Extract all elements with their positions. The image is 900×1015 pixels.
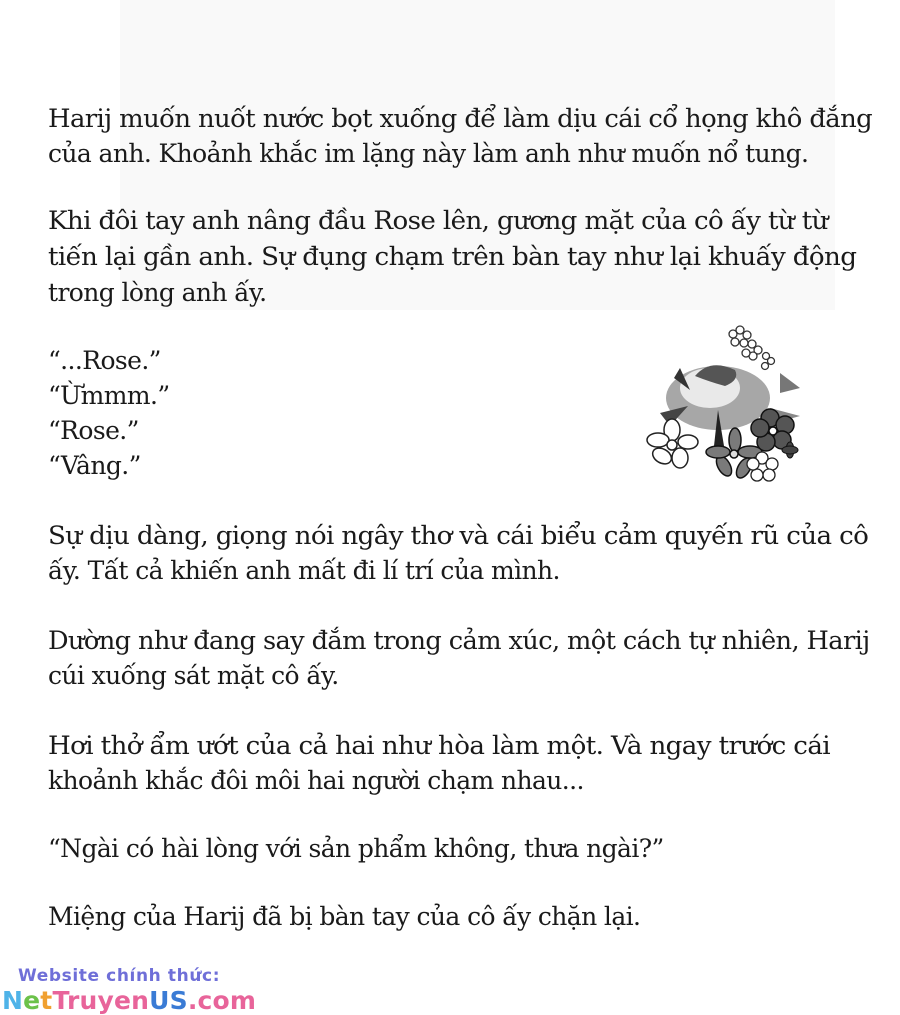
dialogue-line: “Ừmmm.” (48, 381, 170, 410)
dialogue-line: “Vâng.” (48, 451, 141, 480)
site-part: .com (187, 986, 257, 1015)
site-part: t (40, 986, 53, 1015)
story-line: tiến lại gần anh. Sự đụng chạm trên bàn tay như lại khuấy động (48, 242, 857, 271)
site-part: Truyen (52, 986, 150, 1015)
story-line: Khi đôi tay anh nâng đầu Rose lên, gương mặt của cô ấy từ từ (48, 206, 828, 235)
story-line: Dường như đang say đắm trong cảm xúc, một cách tự nhiên, Harij (48, 626, 870, 655)
site-part: e (23, 986, 41, 1015)
story-line: Hơi thở ẩm ướt của cả hai như hòa làm một. Và ngay trước cái (48, 731, 831, 760)
story-line: ấy. Tất cả khiến anh mất đi lí trí của mình. (48, 556, 560, 585)
story-line: của anh. Khoảnh khắc im lặng này làm anh như muốn nổ tung. (48, 139, 809, 168)
watermark-label: Website chính thức: (18, 966, 221, 986)
site-part: US (149, 986, 188, 1015)
watermark-site-link[interactable] (2, 986, 256, 1015)
story-line: khoảnh khắc đôi môi hai người chạm nhau... (48, 766, 584, 795)
dialogue-line: “Rose.” (48, 416, 139, 445)
dialogue-line: “Ngài có hài lòng với sản phẩm không, thưa ngài?” (48, 834, 664, 863)
story-line: cúi xuống sát mặt cô ấy. (48, 661, 339, 690)
story-line: Sự dịu dàng, giọng nói ngây thơ và cái biểu cảm quyến rũ của cô (48, 521, 869, 550)
story-line: Miệng của Harij đã bị bàn tay của cô ấy chặn lại. (48, 902, 641, 931)
story-line: Harij muốn nuốt nước bọt xuống để làm dịu cái cổ họng khô đắng (48, 104, 873, 133)
site-part: N (2, 986, 24, 1015)
dialogue-line: “...Rose.” (48, 346, 161, 375)
story-line: trong lòng anh ấy. (48, 278, 267, 307)
flower-bouquet-icon (640, 318, 810, 483)
